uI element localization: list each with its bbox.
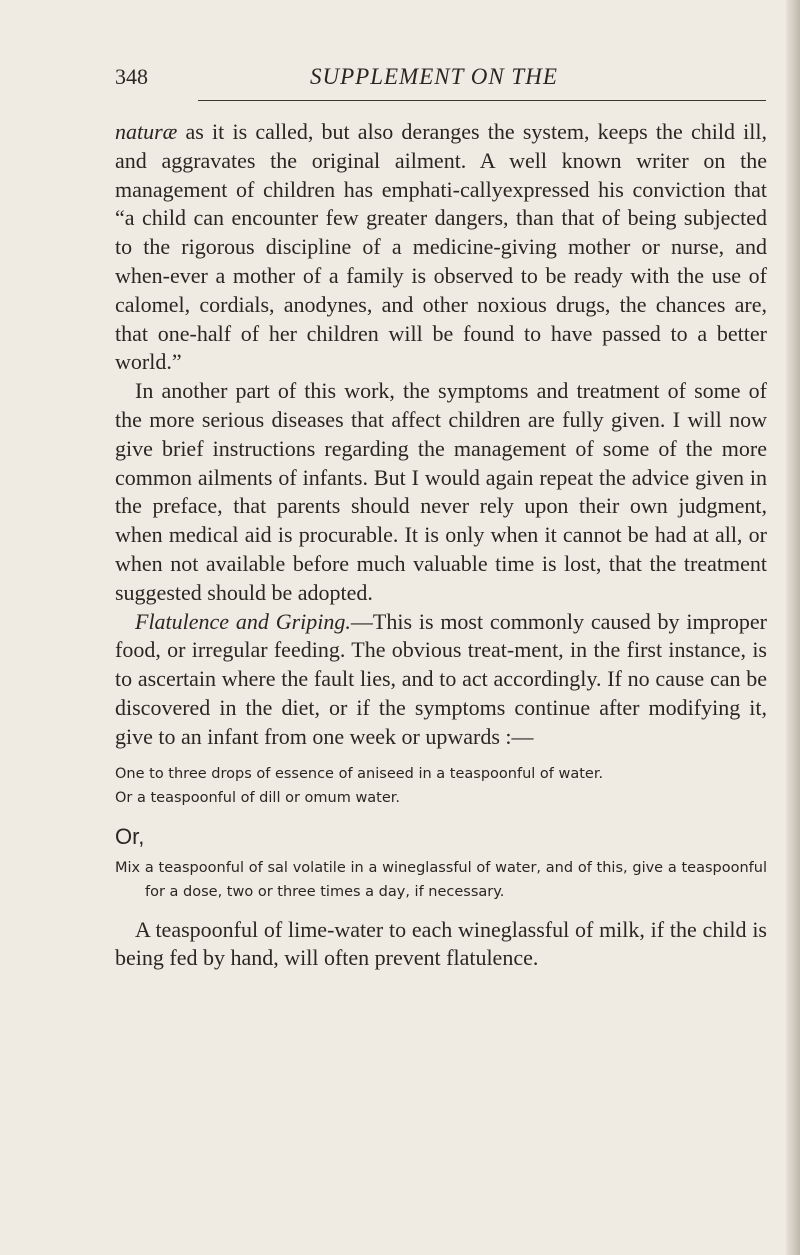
page-header: [115, 60, 765, 94]
paragraph-lime-water: A teaspoonful of lime-water to each wineglassful of milk, if the child is being fed by hand, will often prevent flatulence.: [115, 916, 767, 971]
paragraph-treatment-intro: In another part of this work, the symptoms and treatment of some of the more serious diseases that affect children are fully given. I will now give brief instructions regarding the management of some of the more common ailments of infants. But I would again repeat the advice given in the preface, that parents should never rely upon their own judgment, when medical aid is procurable. It is only when it cannot be had at all, or when not available before much valuable time is lost, that the treatment suggested should be adopted.: [115, 378, 767, 605]
body-text: [115, 118, 767, 973]
italic-term: naturæ: [115, 119, 178, 144]
recipe-dill: Or a teaspoonful of dill or omum water.: [115, 789, 401, 806]
recipe-sal-volatile: Mix a teaspoonful of sal volatile in a wineglassful of water, and of this, give a teaspoonful for a dose, two or three times a day, if necessary.: [115, 859, 767, 900]
page-number: 348: [115, 64, 148, 89]
or-label: Or,: [115, 823, 145, 849]
paragraph-text: —This is most commonly caused by improper food, or irregular feeding. The obvious treat-ment, in the first instance, is to ascertain where the fault lies, and to act accordingly. If no cause can be discovered in the diet, or if the symptoms continue after modifying it, give to an infant from one week or upwards :—: [115, 608, 767, 749]
paragraph-flatulence: [115, 608, 767, 752]
paragraph-continuation: [115, 118, 767, 377]
page-edge: [786, 0, 800, 1255]
recipe-aniseed: One to three drops of essence of aniseed in a teaspoonful of water.: [115, 765, 604, 782]
header-rule: [198, 100, 766, 101]
paragraph-text: as it is called, but also deranges the system, keeps the child ill, and aggravates the original ailment. A well known writer on the management of children has emphati-callyexpressed his conviction that “a child can encounter few greater dangers, than that of being subjected to the rigorous discipline of a medicine-giving mother or nurse, and when-ever a mother of a family is observed to be ready with the use of calomel, cordials, anodynes, and other noxious drugs, the chances are, that one-half of her children will be found to have passed to a better world.”: [115, 119, 767, 375]
section-heading: Flatulence and Griping.: [135, 608, 351, 634]
running-head: SUPPLEMENT ON THE: [310, 64, 558, 89]
